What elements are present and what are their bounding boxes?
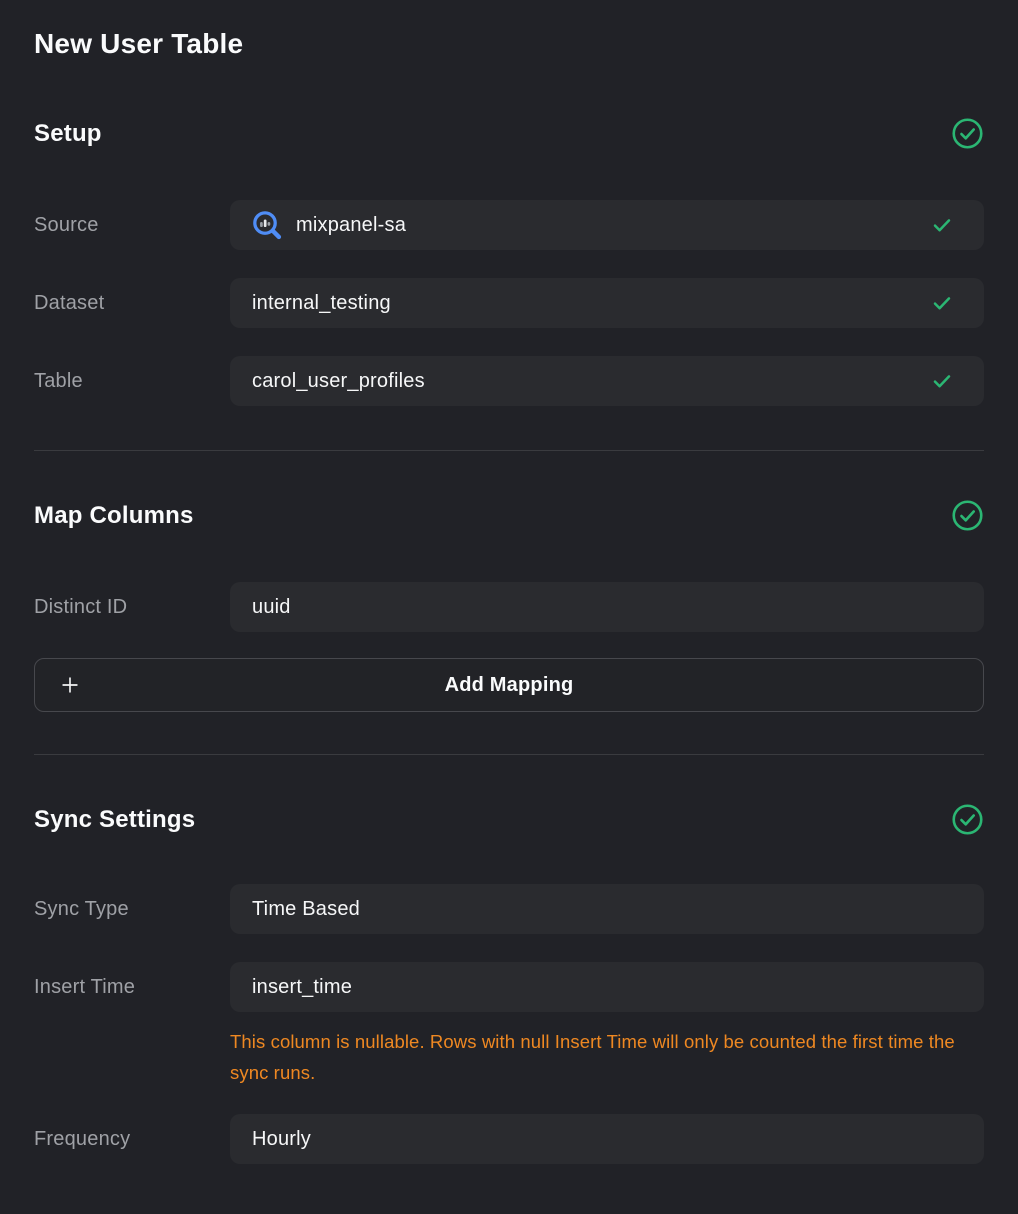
table-valid-check-icon <box>930 369 954 393</box>
table-row <box>34 356 984 406</box>
map-columns-section-header <box>34 499 984 532</box>
source-value: mixpanel-sa <box>296 213 407 236</box>
frequency-select[interactable] <box>230 1114 984 1164</box>
plus-icon <box>59 674 81 696</box>
dataset-label: Dataset <box>34 292 105 314</box>
frequency-row <box>34 1114 984 1164</box>
insert-time-value: insert_time <box>252 975 353 998</box>
page-title: New User Table <box>34 28 244 59</box>
map-columns-section-title: Map Columns <box>34 501 194 529</box>
dataset-valid-check-icon <box>930 291 954 315</box>
setup-section-header <box>34 117 984 150</box>
sync-type-select[interactable] <box>230 884 984 934</box>
table-label: Table <box>34 370 83 392</box>
sync-type-row <box>34 884 984 934</box>
frequency-value: Hourly <box>252 1127 311 1150</box>
sync-settings-complete-check-circle-icon <box>951 803 984 836</box>
distinct-id-value: uuid <box>252 595 291 618</box>
distinct-id-label: Distinct ID <box>34 596 128 618</box>
dataset-row <box>34 278 984 328</box>
distinct-id-select[interactable] <box>230 582 984 632</box>
add-mapping-button[interactable] <box>34 658 984 712</box>
sync-type-label: Sync Type <box>34 898 129 920</box>
add-mapping-button-label: Add Mapping <box>444 673 574 696</box>
setup-section-title: Setup <box>34 119 102 147</box>
sync-type-value: Time Based <box>252 897 360 920</box>
source-select[interactable] <box>230 200 984 250</box>
source-label: Source <box>34 214 99 236</box>
source-row <box>34 200 984 250</box>
map-columns-complete-check-circle-icon <box>951 499 984 532</box>
table-value: carol_user_profiles <box>252 369 425 392</box>
section-divider <box>34 754 984 755</box>
insert-time-label: Insert Time <box>34 976 136 998</box>
insert-time-row <box>34 962 984 1088</box>
bigquery-search-icon <box>250 208 284 242</box>
source-valid-check-icon <box>930 213 954 237</box>
setup-complete-check-circle-icon <box>951 117 984 150</box>
sync-settings-section-header <box>34 803 984 836</box>
distinct-id-row <box>34 582 984 632</box>
sync-settings-section-title: Sync Settings <box>34 805 196 833</box>
dataset-value: internal_testing <box>252 291 391 314</box>
frequency-label: Frequency <box>34 1128 131 1150</box>
dataset-select[interactable] <box>230 278 984 328</box>
section-divider <box>34 450 984 451</box>
insert-time-select[interactable] <box>230 962 984 1012</box>
insert-time-nullable-warning: This column is nullable. Rows with null Insert Time will only be counted the first time the sync runs. <box>230 1031 955 1083</box>
table-select[interactable] <box>230 356 984 406</box>
